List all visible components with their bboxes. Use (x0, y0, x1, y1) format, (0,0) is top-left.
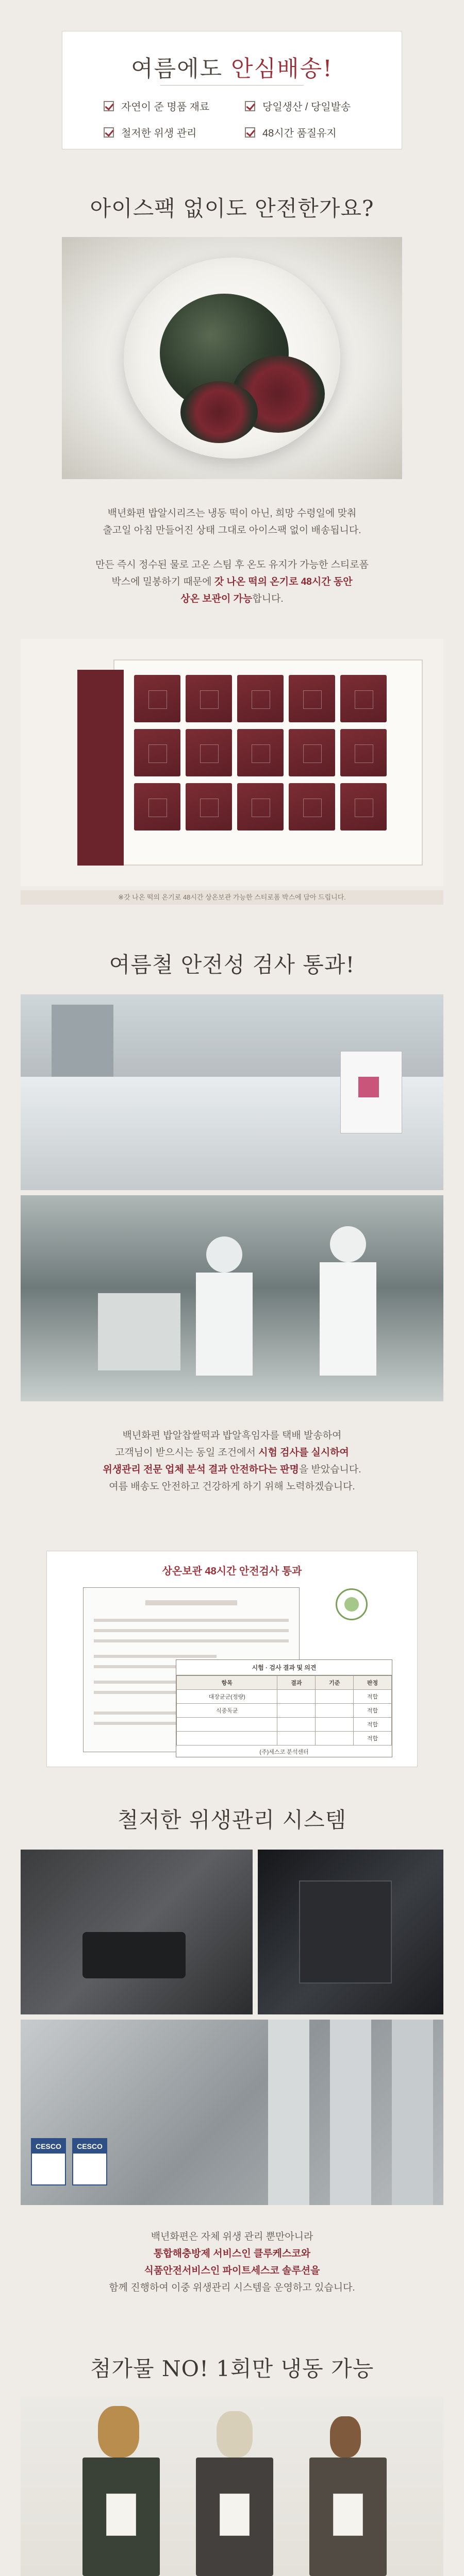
hero-title: 여름에도 안심배송! (131, 56, 333, 82)
cesco-badge-2: CESCO (72, 2138, 107, 2185)
safety-paragraph: 백년화편 밥알찹쌀떡과 밥알흑임자를 택배 발송하여 고객님이 받으시는 동일 조건에서 시험 검사를 실시하여 위생관리 전문 업체 분석 결과 안전하다는 판명을 받았습니다. 여름 배송도 안전하고 건강하게 하기 위해 노력하겠습니다. (103, 1430, 361, 1492)
checkbox-icon (104, 127, 114, 138)
hero-divider (160, 85, 304, 86)
hygiene-photo-2 (258, 1850, 443, 2014)
checklist-item: 48시간 품질유지 (245, 125, 371, 140)
table-header: 항목 (177, 1676, 277, 1690)
hero-checklist (104, 98, 371, 140)
table-header: 판정 (354, 1676, 392, 1690)
section-title-additive-free: 첨가물 NO! 1회만 냉동 가능 (90, 2356, 374, 2381)
certificate-panel (46, 1551, 418, 1767)
bag-product (196, 2458, 273, 2576)
certification-seal-icon (336, 1588, 368, 1620)
product-bags-photo (21, 2396, 443, 2576)
checkbox-icon (104, 101, 114, 111)
checklist-item: 자연이 준 명품 재료 (104, 98, 229, 113)
table-row: 적합 (177, 1718, 392, 1732)
bag-product (82, 2458, 160, 2576)
box-caption: ※갓 나온 떡의 온기로 48시간 상온보관 가능한 스티로폼 박스에 담아 드립니다. (21, 890, 443, 905)
result-table (176, 1659, 392, 1757)
certificate-heading: 상온보관 48시간 안전검사 통과 (162, 1566, 302, 1577)
section-title-safety: 여름철 안전성 검사 통과! (109, 952, 355, 977)
checkbox-icon (245, 127, 255, 138)
table-row: 적합 (177, 1732, 392, 1745)
lab-inspection-photo (21, 994, 443, 1190)
rice-cake-plate-photo (62, 237, 402, 479)
bag-product (309, 2458, 387, 2576)
hygiene-paragraph: 백년화편은 자체 위생 관리 뿐만아니라 통합해충방제 서비스인 클루케스코와 식품안전서비스인 파이트세스코 솔루션을 함께 진행하여 이중 위생관리 시스템을 운영하고 있습니다. (109, 2231, 355, 2293)
section-title-hygiene: 철저한 위생관리 시스템 (117, 1807, 347, 1833)
table-header: 기준 (316, 1676, 354, 1690)
cesco-badge-1: CESCO (31, 2138, 66, 2185)
table-row: 대장균군(정량) 적합 (177, 1690, 392, 1704)
section-title-icepack: 아이스팩 없이도 안전한가요? (90, 196, 374, 221)
icepack-paragraph-1: 백년화편 밥알시리즈는 냉동 떡이 아닌, 희망 수령일에 맞춰 출고일 아침 만들어진 상태 그대로 아이스팩 없이 배송됩니다. (103, 508, 361, 536)
checklist-item: 당일생산 / 당일발송 (245, 98, 371, 113)
kitchen-staff-photo (21, 1195, 443, 1401)
table-row: 식중독균 적합 (177, 1704, 392, 1718)
hero-box (62, 31, 402, 149)
checkbox-icon (245, 101, 255, 111)
packaged-box-photo (21, 639, 443, 886)
checklist-item: 철저한 위생 관리 (104, 125, 229, 140)
icepack-paragraph-2: 만든 즉시 정수된 물로 고온 스팀 후 온도 유지가 가능한 스티로폼 박스에 밀봉하기 때문에 갓 나온 떡의 온기로 48시간 동안 상온 보관이 가능합니다. (95, 560, 369, 604)
result-table-footer: (주)세스코 분석센터 (259, 1749, 309, 1755)
result-table-title: 시험 · 검사 결과 및 의견 (176, 1660, 392, 1675)
table-header: 결과 (277, 1676, 316, 1690)
hygiene-photo-1 (21, 1850, 253, 2014)
